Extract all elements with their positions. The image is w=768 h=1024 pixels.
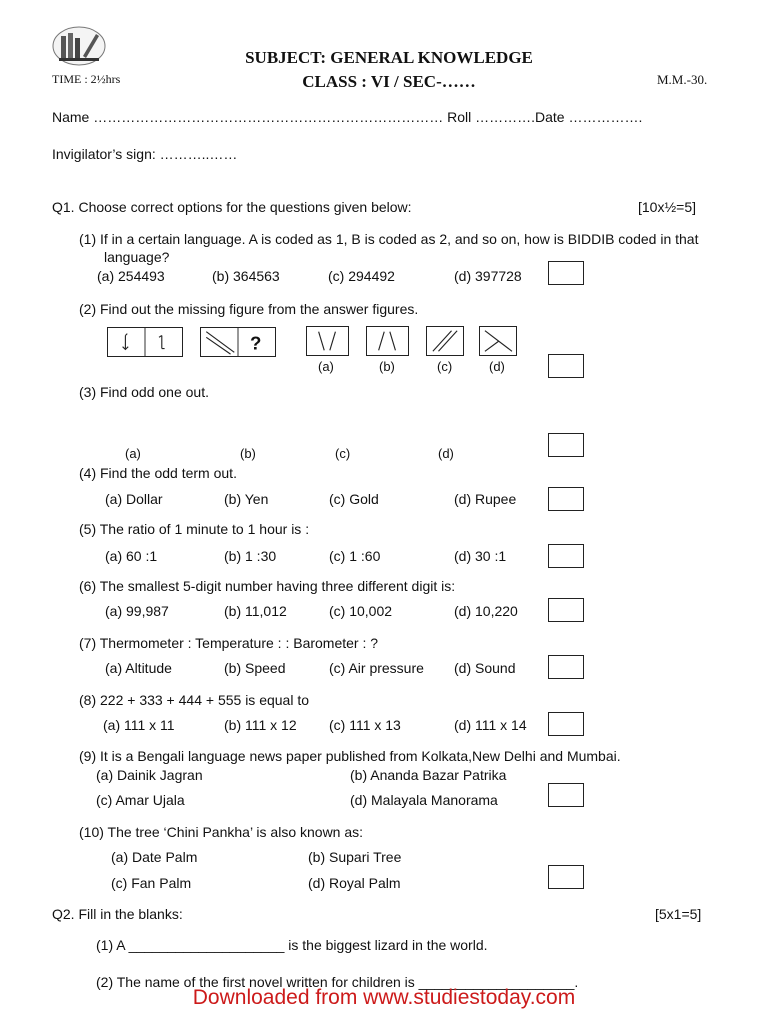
invigilator-sign-line: Invigilator’s sign: ………..……	[52, 146, 238, 162]
question-7: (7) Thermometer : Temperature : : Barometer : ?	[79, 635, 379, 651]
option-d: (d) Rupee	[454, 491, 517, 507]
option-a: (a) 254493	[97, 268, 165, 284]
answer-box-1[interactable]	[548, 261, 584, 285]
fill-blank-2: (2) The name of the first novel written for children is ____________________.	[96, 974, 579, 990]
answer-figure-a	[306, 326, 349, 356]
option-b: (b) Supari Tree	[308, 849, 402, 865]
question-5: (5) The ratio of 1 minute to 1 hour is :	[79, 521, 310, 537]
answer-figure-d	[479, 326, 517, 356]
question-6: (6) The smallest 5-digit number having three different digit is:	[79, 578, 456, 594]
option-a: (a) Dollar	[105, 491, 163, 507]
answer-box-7[interactable]	[548, 655, 584, 679]
option-a: (a) Altitude	[105, 660, 172, 676]
question-1-cont: language?	[104, 249, 170, 265]
option-b: (b) Ananda Bazar Patrika	[350, 767, 507, 783]
question-2: (2) Find out the missing figure from the answer figures.	[79, 301, 419, 317]
option-c: (c) 111 x 13	[329, 717, 401, 733]
answer-box-5[interactable]	[548, 544, 584, 568]
option-b: (b) 11,012	[224, 603, 287, 619]
option-a: (a) 60 :1	[105, 548, 158, 564]
exam-class: CLASS : VI / SEC-……	[302, 72, 476, 91]
figure-label-b: (b)	[379, 359, 395, 374]
question-8: (8) 222 + 333 + 444 + 555 is equal to	[79, 692, 310, 708]
fill-blank-1: (1) A ____________________ is the biggest lizard in the world.	[96, 937, 488, 953]
question-1: (1) If in a certain language. A is coded as 1, B is coded as 2, and so on, how is BIDDIB coded in that	[79, 231, 699, 247]
missing-figure-question-mark: ?	[250, 332, 262, 354]
option-d: (d) 30 :1	[454, 548, 507, 564]
option-b: (b) 111 x 12	[224, 717, 297, 733]
answer-box-10[interactable]	[548, 865, 584, 889]
figure-label-a: (a)	[318, 359, 334, 374]
figure-label-d: (d)	[489, 359, 505, 374]
option-b: (b)	[240, 446, 256, 461]
option-b: (b) 1 :30	[224, 548, 277, 564]
option-c: (c)	[335, 446, 351, 461]
name-roll-date-line: Name ………………………………………………………………… Roll ………….Date …………….	[52, 109, 643, 125]
problem-figure-1-2	[107, 327, 183, 357]
q2-title: Q2. Fill in the blanks:	[52, 906, 183, 922]
question-4: (4) Find the odd term out.	[79, 465, 237, 481]
option-c: (c) Amar Ujala	[96, 792, 185, 808]
answer-box-8[interactable]	[548, 712, 584, 736]
option-a: (a)	[125, 446, 141, 461]
download-watermark: Downloaded from www.studiestoday.com	[192, 986, 576, 1009]
option-d: (d) Sound	[454, 660, 516, 676]
question-10: (10) The tree ‘Chini Pankha’ is also known as:	[79, 824, 364, 840]
question-9: (9) It is a Bengali language news paper published from Kolkata,New Delhi and Mumbai.	[79, 748, 621, 764]
problem-figure-3-4	[200, 327, 276, 357]
answer-box-9[interactable]	[548, 783, 584, 807]
option-d: (d)	[438, 446, 454, 461]
answer-figure-b	[366, 326, 409, 356]
q1-title: Q1. Choose correct options for the questions given below:	[52, 199, 412, 215]
option-a: (a) 99,987	[105, 603, 169, 619]
answer-box-3[interactable]	[548, 433, 584, 457]
option-d: (d) 10,220	[454, 603, 518, 619]
option-d: (d) Royal Palm	[308, 875, 401, 891]
answer-box-4[interactable]	[548, 487, 584, 511]
exam-subject: SUBJECT: GENERAL KNOWLEDGE	[245, 48, 533, 67]
option-b: (b) Speed	[224, 660, 286, 676]
question-3: (3) Find odd one out.	[79, 384, 209, 400]
option-c: (c) Gold	[329, 491, 379, 507]
option-c: (c) 294492	[328, 268, 395, 284]
max-marks: M.M.-30.	[657, 72, 708, 87]
option-a: (a) Date Palm	[111, 849, 198, 865]
option-d: (d) 111 x 14	[454, 717, 527, 733]
option-c: (c) 10,002	[329, 603, 393, 619]
option-a: (a) 111 x 11	[103, 717, 175, 733]
q2-marks: [5x1=5]	[655, 906, 702, 922]
option-c: (c) 1 :60	[329, 548, 381, 564]
option-d: (d) Malayala Manorama	[350, 792, 498, 808]
option-c: (c) Air pressure	[329, 660, 424, 676]
option-b: (b) 364563	[212, 268, 280, 284]
option-b: (b) Yen	[224, 491, 269, 507]
q1-marks: [10x½=5]	[638, 199, 696, 215]
option-a: (a) Dainik Jagran	[96, 767, 203, 783]
answer-box-2[interactable]	[548, 354, 584, 378]
figure-label-c: (c)	[437, 359, 453, 374]
answer-box-6[interactable]	[548, 598, 584, 622]
exam-time: TIME : 2½hrs	[52, 72, 121, 86]
option-d: (d) 397728	[454, 268, 522, 284]
answer-figure-c	[426, 326, 464, 356]
option-c: (c) Fan Palm	[111, 875, 192, 891]
